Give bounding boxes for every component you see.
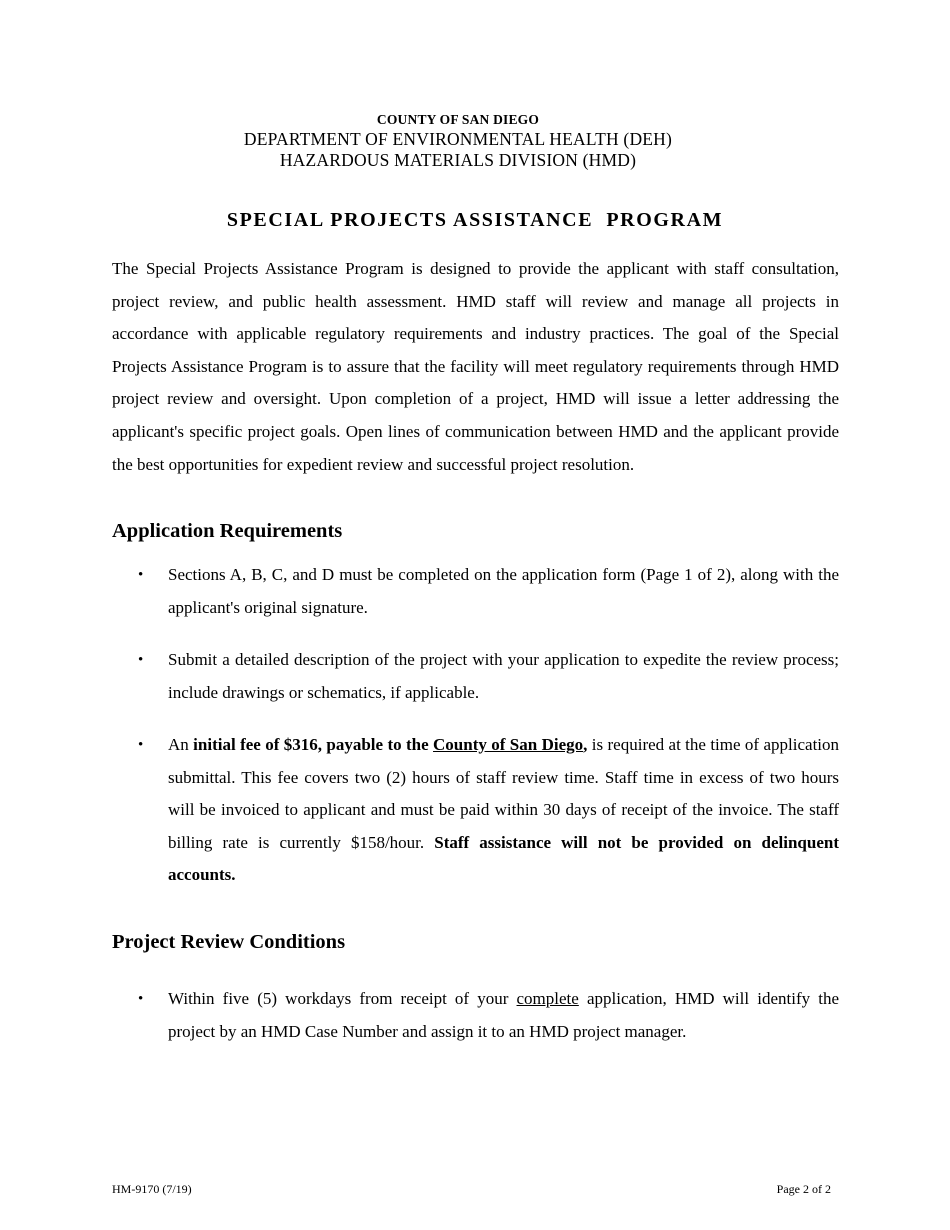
county-name: COUNTY OF SAN DIEGO (376, 112, 540, 127)
project-review-conditions-heading: Project Review Conditions (112, 931, 346, 953)
page-title: SPECIAL PROJECTS ASSISTANCE PROGRAM (226, 209, 724, 231)
fee-details-text: is required at the time of application submittal. This fee covers two (2) hours of staff review time. Staff time in excess of two hours will be invoiced to applicant and must be paid within 30 days of receipt of the invoice. The staff billing rate is currently $158/hour. (168, 735, 840, 852)
department-name: DEPARTMENT OF ENVIRONMENTAL HEALTH (DEH) (243, 129, 673, 149)
document-header (0, 111, 916, 171)
payee-comma: , (583, 735, 588, 754)
bullet-icon: • (138, 652, 144, 668)
review-condition-text (168, 983, 839, 1048)
fee-text-lead: An (168, 735, 194, 754)
page-number: Page 2 of 2 (776, 1182, 831, 1196)
list-item (112, 983, 839, 1048)
list-item-text: Submit a detailed description of the project with your application to expedite the review process; include drawings or schematics, if applicable. (168, 650, 839, 702)
bullet-icon: • (138, 567, 144, 583)
list-item (112, 644, 839, 709)
list-item (112, 559, 839, 624)
list-item-text: Sections A, B, C, and D must be completed on the application form (Page 1 of 2), along with the applicant's original signature. (168, 565, 839, 617)
initial-fee-text: initial fee of $316, payable to the (193, 735, 434, 754)
complete-underlined: complete (516, 989, 579, 1008)
list-item (112, 729, 839, 892)
intro-paragraph: The Special Projects Assistance Program is designed to provide the applicant with staff consultation, project review, and public health assessment. HMD staff will review and manage all projects in accordance with applicable regulatory requirements and industry practices. The goal of the Special Projects Assistance Program is to assure that the facility will meet regulatory requirements through HMD project review and oversight. Upon completion of a project, HMD will issue a letter addressing the applicant's specific project goals. Open lines of communication between HMD and the applicant provide the best opportunities for expedient review and successful project resolution. (112, 259, 839, 474)
division-name: HAZARDOUS MATERIALS DIVISION (HMD) (279, 150, 637, 170)
form-number: HM-9170 (7/19) (112, 1182, 192, 1196)
delinquent-warning: Staff assistance will not be provided on delinquent accounts. (168, 832, 839, 885)
bullet-icon: • (138, 737, 144, 753)
application-requirements-heading: Application Requirements (112, 520, 343, 542)
review-text-tail: application, HMD will identify the project by an HMD Case Number and assign it to an HMD project manager. (168, 989, 839, 1041)
payee-name: County of San Diego (433, 735, 584, 754)
fee-paragraph (168, 729, 839, 892)
review-text-lead: Within five (5) workdays from receipt of your (168, 989, 517, 1008)
bullet-icon: • (138, 991, 144, 1007)
